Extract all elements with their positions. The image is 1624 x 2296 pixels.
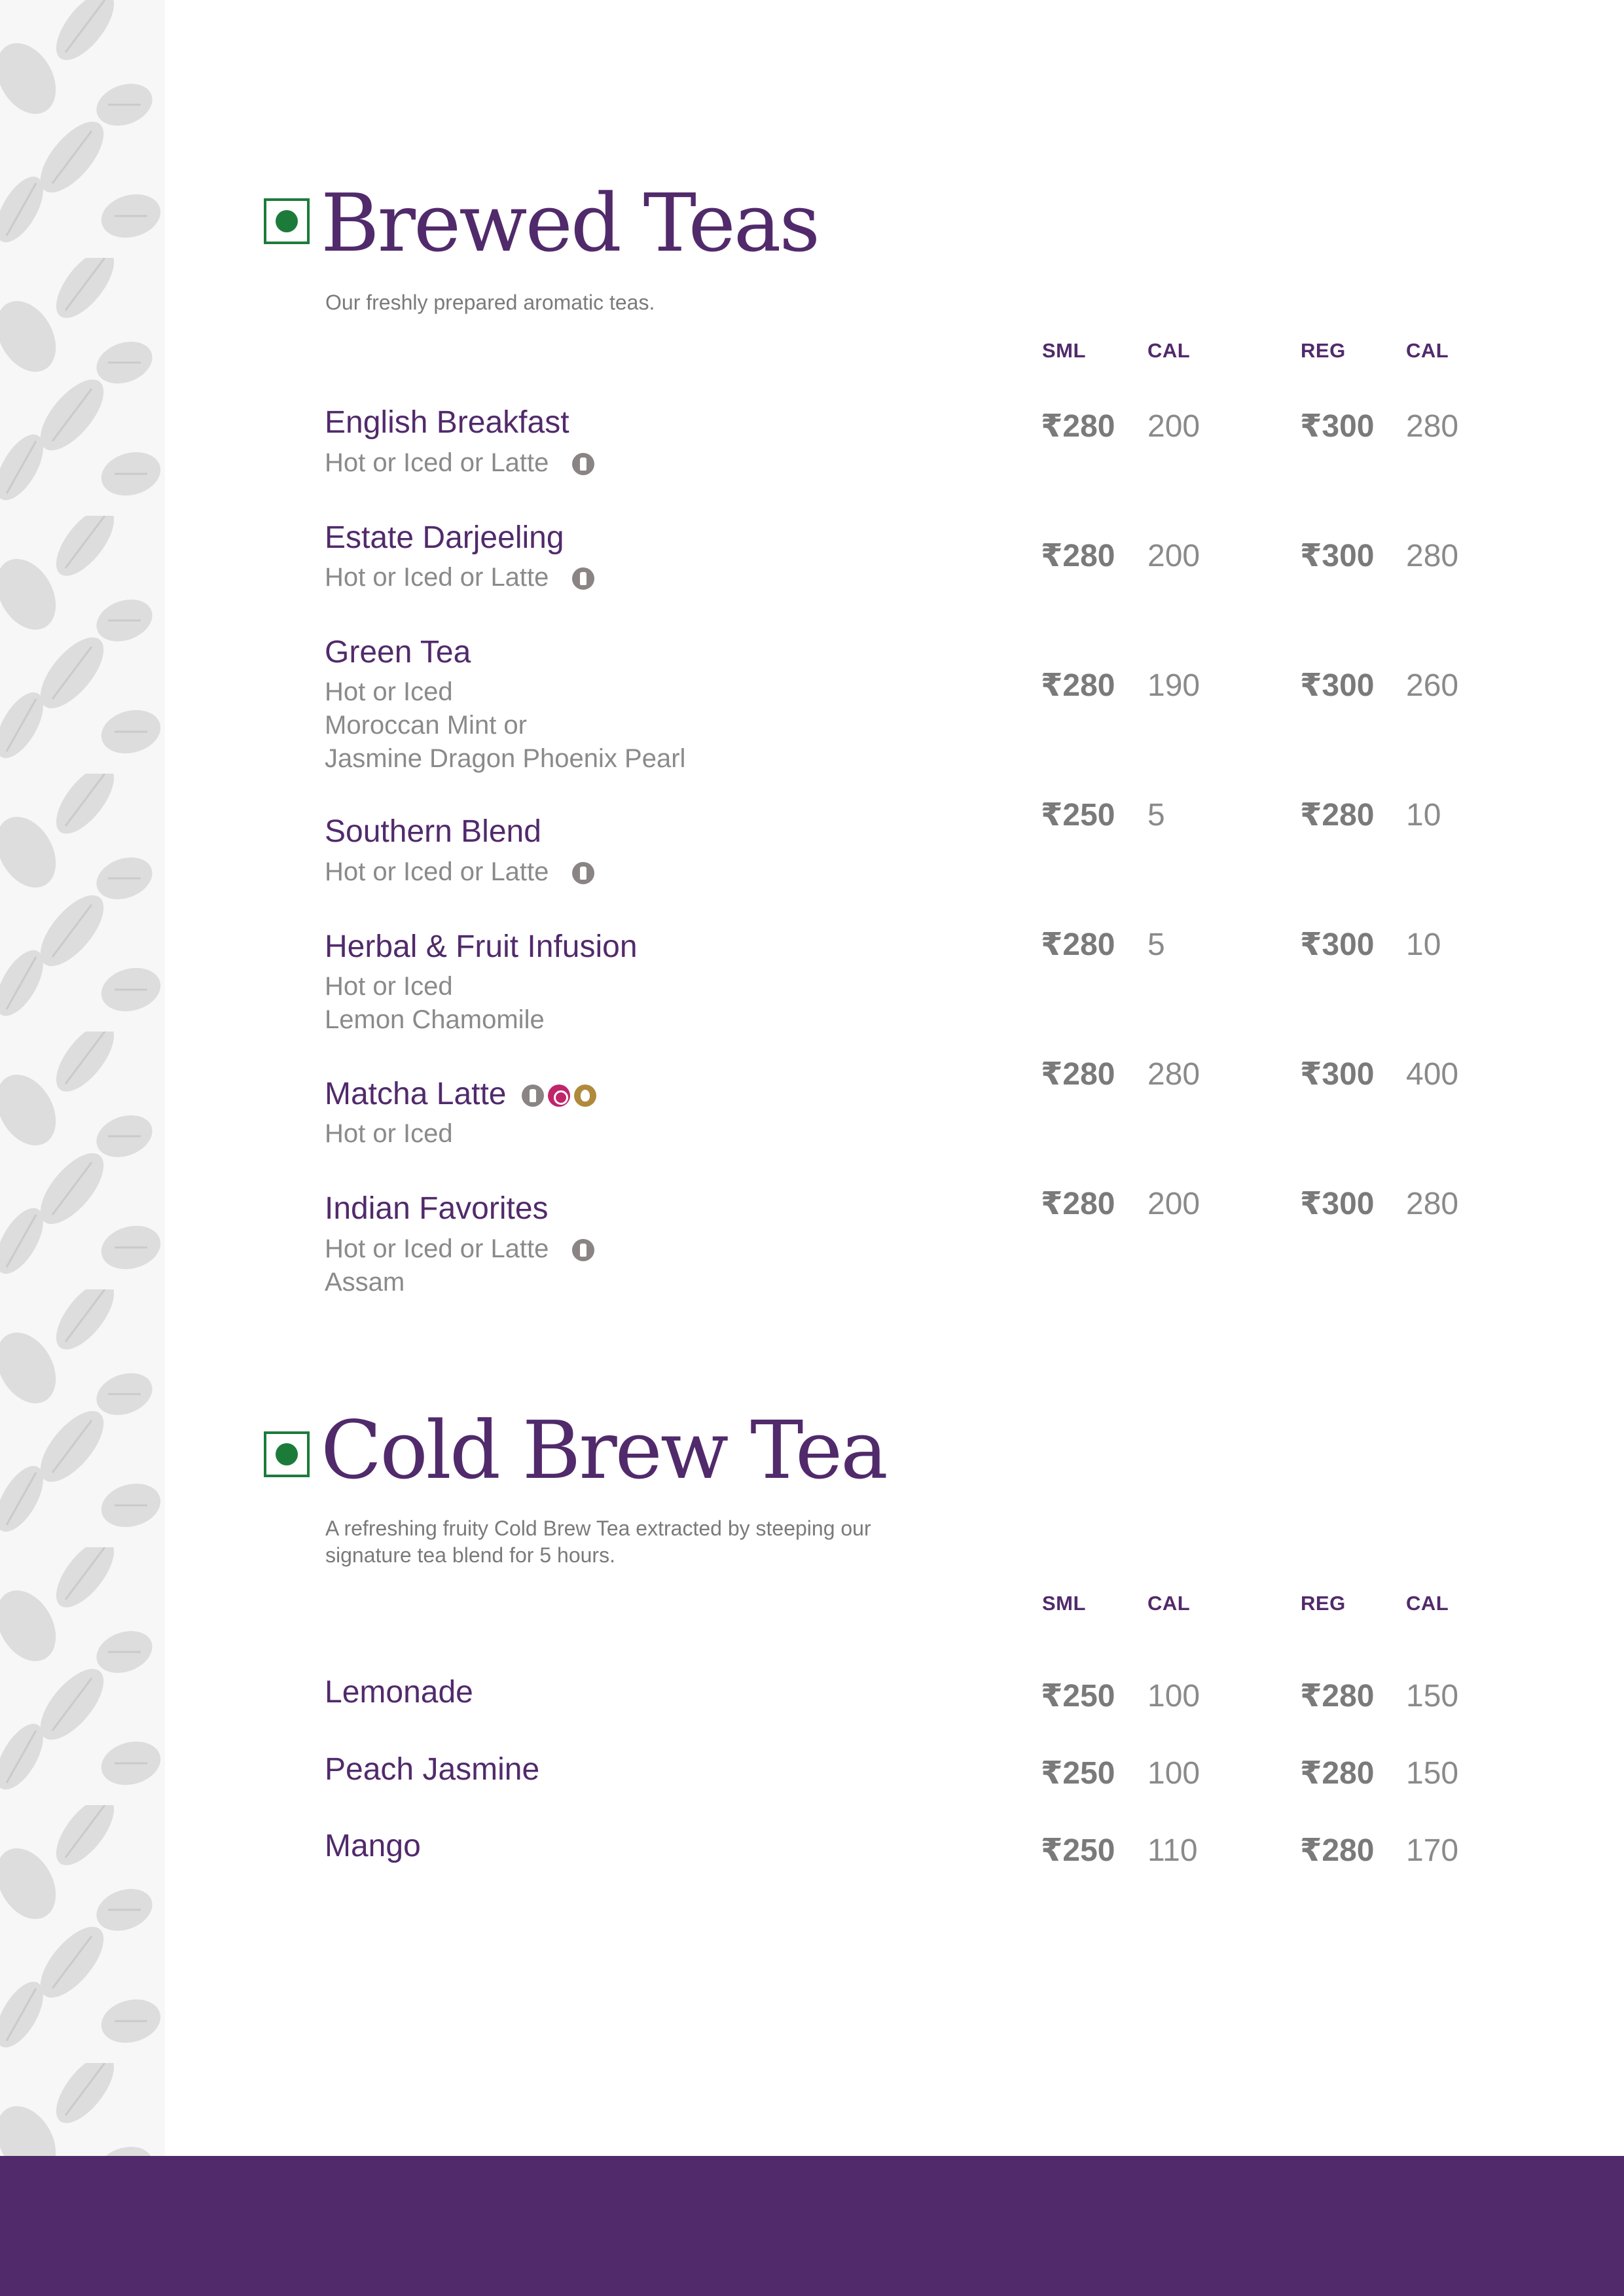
calories-reg: 260 xyxy=(1406,668,1459,703)
calories-sml: 200 xyxy=(1147,1187,1200,1221)
menu-item-description: Hot or Iced Lemon Chamomile xyxy=(325,972,545,1034)
price-reg: ₹300 xyxy=(1300,1187,1375,1221)
leaf-pattern-strip xyxy=(0,0,165,2156)
price-reg: ₹300 xyxy=(1300,1057,1375,1092)
footer-band xyxy=(0,2156,1624,2296)
menu-item-description: Hot or Iced or Latte xyxy=(325,561,594,594)
milk-icon xyxy=(572,567,594,590)
price-sml: ₹280 xyxy=(1041,539,1115,573)
milk-icon xyxy=(572,862,594,884)
menu-item-name: English Breakfast xyxy=(325,405,569,440)
price-sml: ₹250 xyxy=(1041,1756,1115,1791)
menu-item-description: Hot or Iced or Latte xyxy=(325,855,594,889)
price-reg: ₹280 xyxy=(1300,1679,1375,1713)
menu-item-name: Peach Jasmine xyxy=(325,1752,540,1787)
calories-reg: 170 xyxy=(1406,1833,1459,1868)
calories-reg: 400 xyxy=(1406,1057,1459,1092)
calories-reg: 10 xyxy=(1406,927,1441,962)
column-header-cal: CAL xyxy=(1406,1592,1449,1615)
menu-item-description: Hot or Iced Moroccan Mint or Jasmine Dragon Phoenix Pearl xyxy=(325,677,686,773)
menu-item-name: Herbal & Fruit Infusion xyxy=(325,929,638,964)
price-sml: ₹250 xyxy=(1041,1833,1115,1868)
calories-sml: 200 xyxy=(1147,409,1200,444)
price-reg: ₹300 xyxy=(1300,409,1375,444)
milk-icon xyxy=(572,453,594,475)
calories-sml: 5 xyxy=(1147,927,1165,962)
calories-sml: 100 xyxy=(1147,1756,1200,1791)
section-title-cold-brew-tea: Cold Brew Tea xyxy=(321,1404,886,1497)
column-header-cal: CAL xyxy=(1147,1592,1191,1615)
calories-reg: 150 xyxy=(1406,1679,1459,1713)
price-sml: ₹280 xyxy=(1041,1187,1115,1221)
price-reg: ₹300 xyxy=(1300,927,1375,962)
price-reg: ₹280 xyxy=(1300,1833,1375,1868)
veg-mark-icon xyxy=(264,1431,310,1477)
gluten-icon xyxy=(574,1085,596,1107)
menu-item-description: Hot or Iced or Latte xyxy=(325,446,594,480)
menu-item-name: Southern Blend xyxy=(325,814,541,849)
calories-sml: 100 xyxy=(1147,1679,1200,1713)
price-reg: ₹300 xyxy=(1300,539,1375,573)
price-sml: ₹250 xyxy=(1041,798,1115,833)
calories-reg: 280 xyxy=(1406,539,1459,573)
calories-sml: 190 xyxy=(1147,668,1200,703)
menu-item-name: Indian Favorites xyxy=(325,1191,549,1226)
price-sml: ₹280 xyxy=(1041,1057,1115,1092)
column-header-reg: REG xyxy=(1301,339,1346,362)
price-reg: ₹280 xyxy=(1300,1756,1375,1791)
menu-item-name: Lemonade xyxy=(325,1675,473,1710)
price-reg: ₹280 xyxy=(1300,798,1375,833)
price-sml: ₹250 xyxy=(1041,1679,1115,1713)
menu-item-name: Matcha Latte xyxy=(325,1079,596,1110)
section-title-brewed-teas: Brewed Teas xyxy=(321,177,819,270)
section-description-brewed-teas: Our freshly prepared aromatic teas. xyxy=(325,291,655,314)
calories-sml: 5 xyxy=(1147,798,1165,833)
price-sml: ₹280 xyxy=(1041,927,1115,962)
section-description-cold-brew-tea: A refreshing fruity Cold Brew Tea extracted by steeping our signature tea blend for 5 hours. xyxy=(325,1516,871,1567)
calories-sml: 200 xyxy=(1147,539,1200,573)
leaf-pattern-icon xyxy=(0,0,165,2156)
menu-item-name: Estate Darjeeling xyxy=(325,520,564,555)
calories-reg: 280 xyxy=(1406,1187,1459,1221)
column-header-cal: CAL xyxy=(1406,339,1449,362)
calories-reg: 280 xyxy=(1406,409,1459,444)
column-header-reg: REG xyxy=(1301,1592,1346,1615)
calories-sml: 110 xyxy=(1147,1833,1198,1868)
price-reg: ₹300 xyxy=(1300,668,1375,703)
milk-icon xyxy=(572,1239,594,1261)
nut-icon xyxy=(548,1085,570,1107)
milk-icon xyxy=(522,1085,544,1107)
menu-item-name: Mango xyxy=(325,1829,421,1863)
calories-sml: 280 xyxy=(1147,1057,1200,1092)
calories-reg: 10 xyxy=(1406,798,1441,833)
calories-reg: 150 xyxy=(1406,1756,1459,1791)
veg-mark-icon xyxy=(264,198,310,244)
menu-item-description: Hot or Iced or Latte Assam xyxy=(325,1232,594,1299)
menu-item-name: Green Tea xyxy=(325,635,471,670)
column-header-sml: SML xyxy=(1042,339,1086,362)
price-sml: ₹280 xyxy=(1041,668,1115,703)
column-header-sml: SML xyxy=(1042,1592,1086,1615)
price-sml: ₹280 xyxy=(1041,409,1115,444)
column-header-cal: CAL xyxy=(1147,339,1191,362)
menu-item-description: Hot or Iced xyxy=(325,1119,453,1148)
